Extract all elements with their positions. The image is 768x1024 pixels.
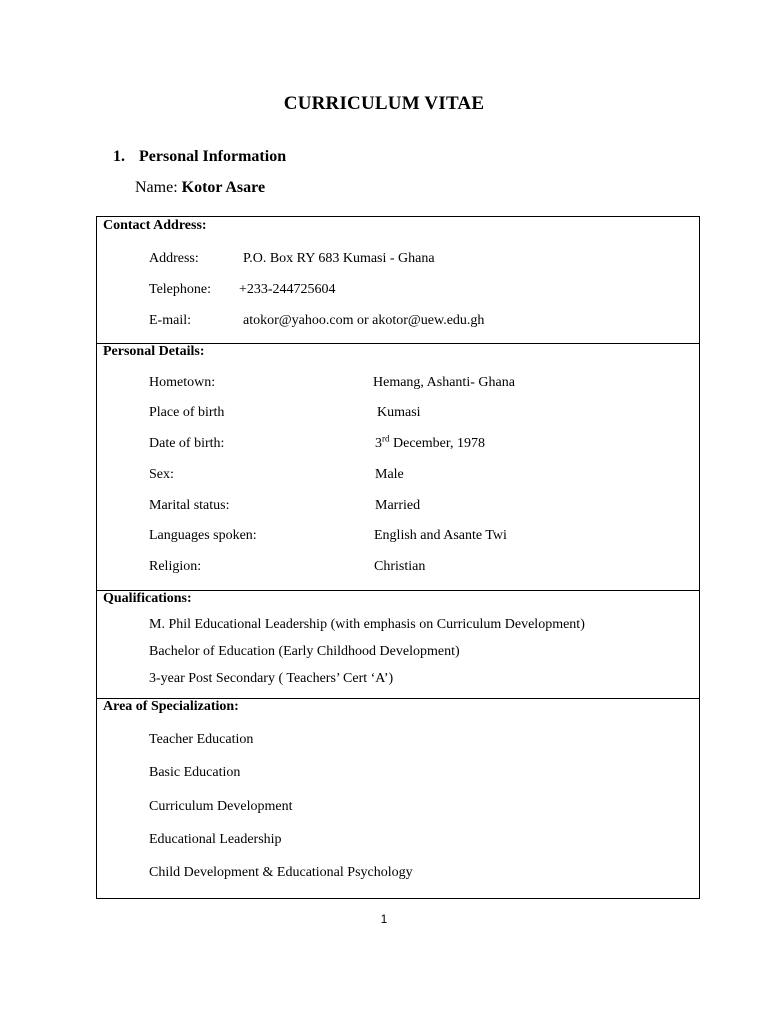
dob-rest: December, 1978 xyxy=(389,436,485,451)
section-heading xyxy=(113,148,286,166)
contact-label-address: Address: xyxy=(149,251,199,266)
specialization-item: Curriculum Development xyxy=(149,799,293,814)
contact-heading: Contact Address: xyxy=(103,218,207,233)
personal-value-religion: Christian xyxy=(374,559,426,574)
section-title: Personal Information xyxy=(139,148,287,165)
section-number: 1. xyxy=(113,148,125,165)
personal-value-place-of-birth: Kumasi xyxy=(377,405,421,420)
specialization-heading: Area of Specialization: xyxy=(103,699,239,714)
personal-label-religion: Religion: xyxy=(149,559,202,574)
personal-value-marital-status: Married xyxy=(375,498,421,513)
personal-label-marital-status: Marital status: xyxy=(149,498,230,513)
personal-value-hometown: Hemang, Ashanti- Ghana xyxy=(373,375,515,390)
personal-value-date-of-birth xyxy=(375,433,485,452)
personal-label-date-of-birth: Date of birth: xyxy=(149,436,225,451)
page-number: 1 xyxy=(380,912,388,926)
personal-value-sex: Male xyxy=(375,467,404,482)
page-title: CURRICULUM VITAE xyxy=(283,93,485,114)
contact-value-telephone: +233-244725604 xyxy=(239,282,336,297)
qualification-item: 3-year Post Secondary ( Teachers’ Cert ‘A’) xyxy=(149,671,394,686)
dob-day: 3 xyxy=(375,436,382,451)
specialization-item: Basic Education xyxy=(149,765,241,780)
qualification-item: Bachelor of Education (Early Childhood Development) xyxy=(149,644,460,659)
contact-label-telephone: Telephone: xyxy=(149,282,211,297)
cv-table xyxy=(96,216,700,899)
contact-value-email: atokor@yahoo.com or akotor@uew.edu.gh xyxy=(243,313,485,328)
name-value: Kotor Asare xyxy=(181,179,266,196)
contact-value-address: P.O. Box RY 683 Kumasi - Ghana xyxy=(243,251,435,266)
dob-ordinal: rd xyxy=(382,433,390,444)
name-line xyxy=(135,179,265,197)
personal-heading: Personal Details: xyxy=(103,344,205,359)
personal-value-languages: English and Asante Twi xyxy=(374,528,507,543)
personal-label-languages: Languages spoken: xyxy=(149,528,257,543)
personal-label-sex: Sex: xyxy=(149,467,174,482)
qualification-item: M. Phil Educational Leadership (with emphasis on Curriculum Development) xyxy=(149,617,585,632)
contact-label-email: E-mail: xyxy=(149,313,191,328)
qualifications-heading: Qualifications: xyxy=(103,591,192,606)
personal-label-place-of-birth: Place of birth xyxy=(149,405,225,420)
specialization-item: Educational Leadership xyxy=(149,832,282,847)
name-label: Name: xyxy=(135,179,178,196)
personal-label-hometown: Hometown: xyxy=(149,375,216,390)
specialization-item: Teacher Education xyxy=(149,732,254,747)
specialization-item: Child Development & Educational Psychology xyxy=(149,865,413,880)
